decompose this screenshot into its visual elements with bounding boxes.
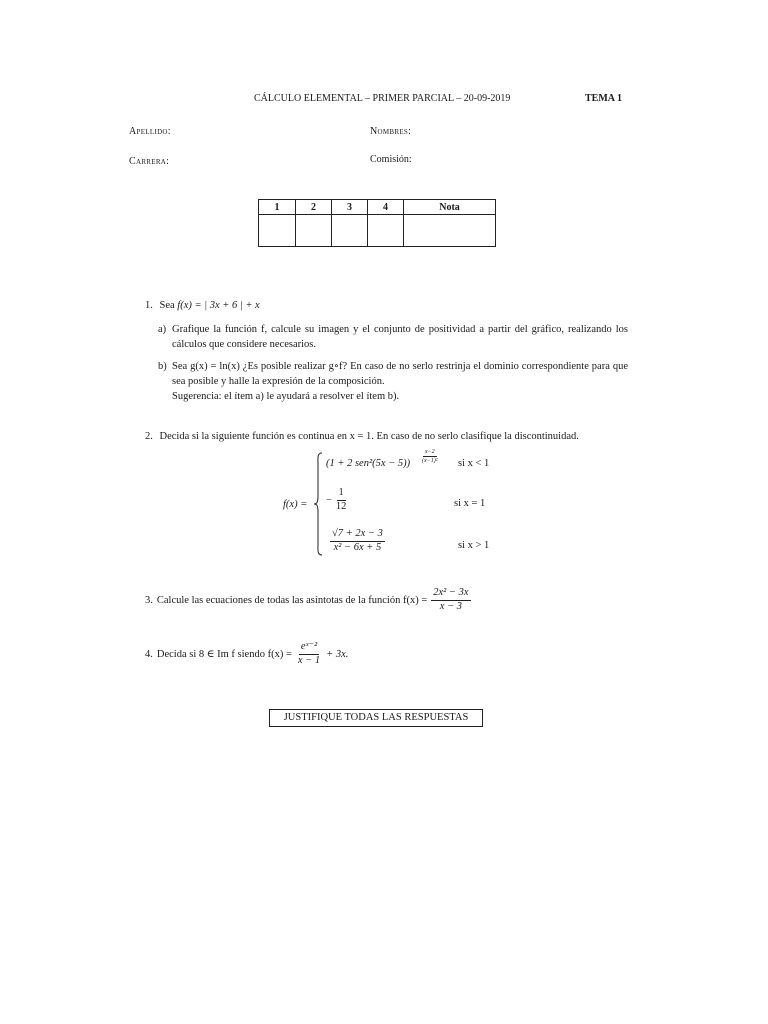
- problem-1-function: f(x) = | 3x + 6 | + x: [177, 300, 260, 311]
- problem-4-statement: [145, 642, 348, 666]
- problem-1b-text: Sea g(x) = ln(x) ¿Es posible realizar g∘f? En caso de no serlo restrinja el dominio correspondiente para que sea posible y halle la expresión de la composición.: [172, 361, 628, 387]
- case-3-condition: si x > 1: [458, 540, 490, 551]
- problem-4-num: eˣ⁻²: [299, 642, 319, 655]
- problem-1a-label: a): [158, 324, 167, 335]
- case-1-exponent-num: x−2: [424, 449, 435, 455]
- case-2-sign: −: [326, 494, 332, 506]
- case-1-base: (1 + 2 sen²(5x − 5)): [326, 458, 411, 469]
- justify-notice: JUSTIFIQUE TODAS LAS RESPUESTAS: [269, 709, 483, 727]
- problem-3-num: 2x² − 3x: [431, 588, 470, 601]
- piecewise-case-3: [330, 529, 385, 553]
- grade-header-3: 3: [332, 200, 368, 215]
- problem-1-statement: [145, 298, 260, 313]
- grade-header-4: 4: [368, 200, 404, 215]
- problem-4-text-post: + 3x.: [326, 648, 349, 660]
- grade-header-2: 2: [296, 200, 332, 215]
- case-3-den: x² − 6x + 5: [333, 541, 382, 553]
- grade-cell-3: [332, 215, 368, 247]
- problem-3-text: Calcule las ecuaciones de todas las asíntotas de la función f(x) =: [156, 594, 428, 606]
- grade-cell-1: [259, 215, 296, 247]
- problem-2-statement: [145, 429, 579, 444]
- grade-cell-4: [368, 215, 404, 247]
- problem-1a-text: Grafique la función f, calcule su imagen y el conjunto de positividad a partir del gráfico, realizando los cálculos que considere necesarios.: [172, 324, 628, 350]
- problem-3-statement: [145, 588, 471, 612]
- grade-header-nota: Nota: [404, 200, 496, 215]
- case-2-condition: si x = 1: [454, 498, 486, 509]
- problem-2-number: 2.: [145, 431, 153, 442]
- carrera-label: Carrera:: [129, 156, 170, 167]
- case-2-den: 12: [335, 500, 347, 512]
- grade-header-1: 1: [259, 200, 296, 215]
- grade-cell-2: [296, 215, 332, 247]
- problem-4-den: x − 1: [297, 654, 321, 666]
- case-1-exponent-den: (x−1)²: [422, 458, 438, 464]
- nombres-label: Nombres:: [370, 126, 412, 137]
- problem-3-den: x − 3: [439, 600, 463, 612]
- problem-4-number: 4.: [145, 648, 153, 660]
- problem-3-number: 3.: [145, 594, 153, 606]
- exam-title: CÁLCULO ELEMENTAL – PRIMER PARCIAL – 20-09-2019: [254, 93, 511, 104]
- case-3-num: √7 + 2x − 3: [330, 529, 385, 542]
- piecewise-brace: [313, 452, 323, 556]
- problem-2-text: Decida si la siguiente función es continua en x = 1. En caso de no serlo clasifique la discontinuidad.: [159, 431, 579, 442]
- comision-label: Comisión:: [370, 154, 412, 165]
- case-2-num: 1: [337, 488, 346, 501]
- piecewise-case-2: [326, 488, 348, 512]
- problem-1b-hint: Sugerencia: el ítem a) le ayudará a resolver el ítem b).: [172, 391, 400, 402]
- problem-1-intro: Sea: [159, 300, 175, 311]
- problem-4-text-pre: Decida si 8 ∈ Im f siendo f(x) =: [156, 648, 292, 660]
- piecewise-case-1: [326, 456, 410, 471]
- grade-table: [258, 199, 496, 247]
- exam-tema: TEMA 1: [585, 93, 622, 104]
- case-1-exponent: [420, 449, 440, 464]
- grade-cell-nota: [404, 215, 496, 247]
- problem-1-number: 1.: [145, 300, 153, 311]
- case-1-condition: si x < 1: [458, 458, 490, 469]
- apellido-label: Apellido:: [129, 126, 171, 137]
- piecewise-lhs: f(x) =: [283, 499, 308, 510]
- problem-1b-label: b): [158, 361, 167, 372]
